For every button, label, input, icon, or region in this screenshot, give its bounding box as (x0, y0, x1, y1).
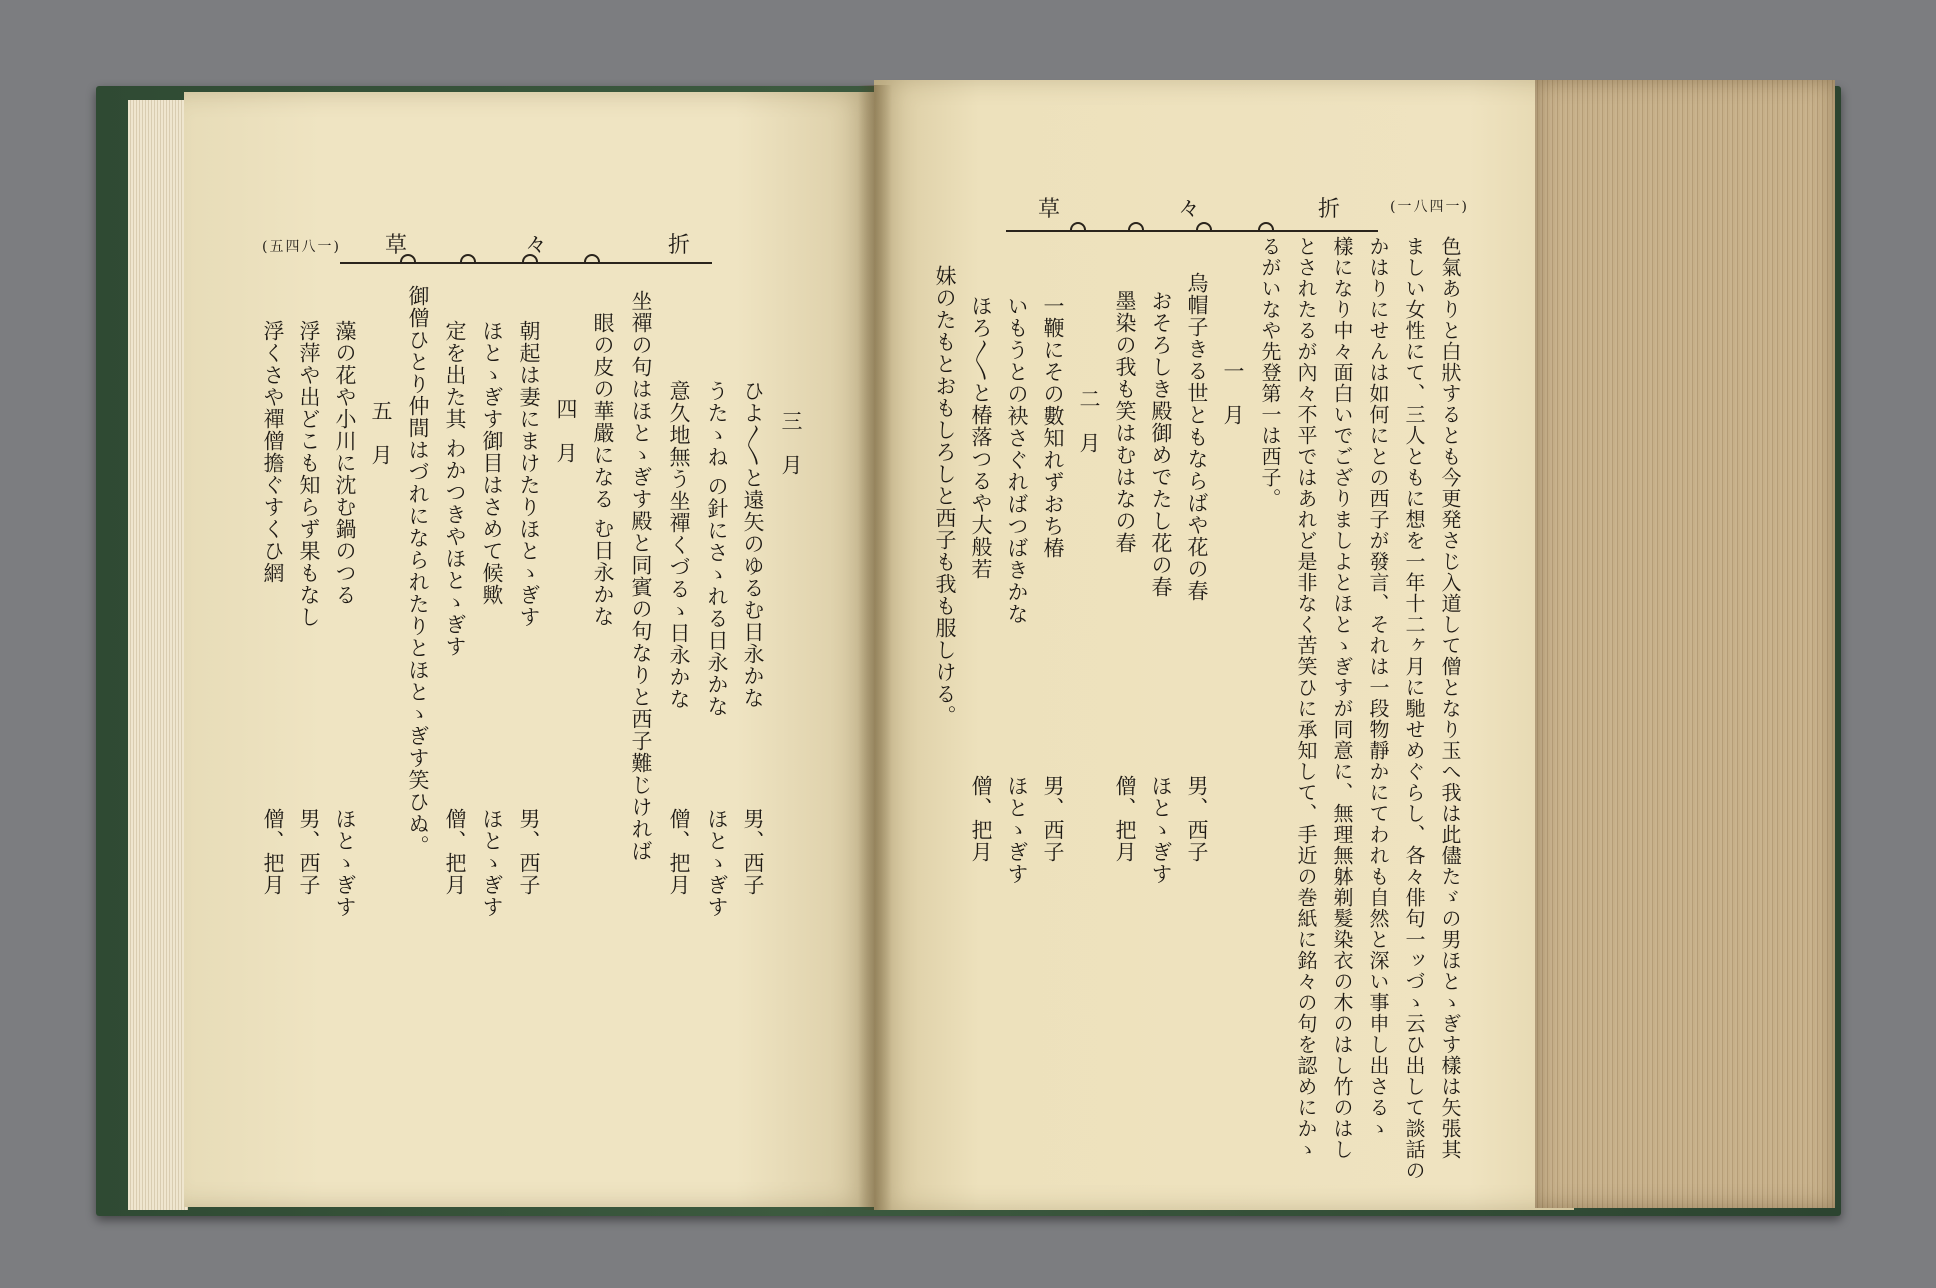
left-month-heading: 三 月 (779, 410, 803, 476)
right-prose-line: るがいなや先登第一は西子。 (1258, 236, 1282, 509)
right-speaker: 男、西子 (1041, 775, 1065, 863)
left-page-number: (五四八一) (262, 239, 341, 255)
left-prose-line: 坐禪の句はほとゝぎす殿と同賓の句なりと西子難じければ (629, 290, 653, 862)
left-prose-line: 御僧ひとり仲間はづれになられたりとほとゝぎす笑ひぬ。 (406, 285, 430, 857)
right-header-char-3: 折 (1318, 197, 1343, 222)
left-verse-line: ひよ〳〵と遠矢のゆるむ日永かな (741, 380, 765, 709)
left-header-char-2: 々 (525, 233, 550, 258)
right-speaker: 僧、把月 (1113, 775, 1137, 863)
right-prose-line: 色氣ありと白狀するとも今更発さじ入道して僧となり玉へ我は此儘たゞの男ほとゝぎす樣は矢張其 (1438, 236, 1462, 1160)
right-prose-line: とされたるが內々不平ではあれど是非なく苦笑ひに承知して、手近の巻紙に銘々の句を認めにかゝ (1294, 236, 1318, 1160)
left-speaker: ほとゝぎす (705, 808, 729, 918)
right-page (874, 80, 1574, 1210)
right-verse-line: 墨染の我も笑はむはなの春 (1113, 290, 1137, 554)
left-verse-line: うたゝね の針にさゝれる日永かな (705, 380, 729, 718)
left-header-rule (340, 262, 712, 264)
right-header-char-2: 々 (1178, 197, 1203, 222)
left-speaker: 僧、把月 (667, 808, 691, 896)
right-verse-line: 烏帽子きる世ともならばや花の春 (1185, 272, 1209, 602)
right-verse-line: ほろ〳〵と椿落つるや大般若 (969, 295, 993, 580)
left-verse-line: 定を出た其 わかつきやほとゝぎす (443, 320, 467, 658)
spine-shadow (858, 85, 892, 1210)
right-verse-line: 一鞭にその數知れずおち椿 (1041, 295, 1065, 559)
left-verse-line: 眼の皮の華嚴になる む日永かな (591, 312, 615, 628)
left-header-char-3: 折 (668, 233, 693, 258)
right-speaker: 僧、把月 (969, 775, 993, 863)
right-header-rule (1006, 230, 1378, 232)
left-verse-line: 藻の花や小川に沈む鍋のつる (333, 320, 357, 606)
right-month-heading: 二 月 (1077, 388, 1101, 454)
left-speaker: 男、西子 (297, 808, 321, 896)
left-header-char-1: 草 (385, 233, 410, 258)
left-verse-line: 意久地無う坐禪くづるゝ日永かな (667, 380, 691, 710)
page-block-edge (1535, 80, 1835, 1208)
right-speaker: ほとゝぎす (1005, 775, 1029, 885)
left-verse-line: 浮萍や出どこも知らず果もなし (297, 320, 321, 628)
right-verse-line: いもうとの袂さぐればつばきかな (1005, 295, 1029, 625)
left-verse-line: 浮くさや禪僧擔ぐすくひ網 (261, 320, 285, 584)
right-month-heading: 一 月 (1221, 360, 1245, 426)
left-month-heading: 四 月 (554, 398, 578, 464)
left-month-heading: 五 月 (369, 400, 393, 466)
left-verse-line: ほとゝぎす御目はさめて候歟 (480, 320, 504, 606)
right-prose-line: 妹のたもとおもしろしと西子も我も服しける。 (933, 265, 957, 727)
left-speaker: 男、西子 (741, 808, 765, 896)
left-speaker: 僧、把月 (261, 808, 285, 896)
right-page-number: (一八四一) (1390, 199, 1469, 215)
right-speaker: ほとゝぎす (1149, 775, 1173, 885)
right-prose-line: ましい女性にて、三人ともに想を一年十二ヶ月に馳せめぐらし、各々俳句一ッづゝ云ひ出して談話の (1402, 236, 1426, 1181)
left-speaker: ほとゝぎす (333, 808, 357, 918)
right-header-char-1: 草 (1038, 197, 1063, 222)
left-page-edges (128, 100, 188, 1210)
left-speaker: 男、西子 (517, 808, 541, 896)
left-speaker: 僧、把月 (443, 808, 467, 896)
right-speaker: 男、西子 (1185, 775, 1209, 863)
right-prose-line: 樣になり中々面白いでござりましよとほとゝぎすが同意に、無理無躰剃髮染衣の木のはし竹のはし (1330, 236, 1354, 1160)
left-verse-line: 朝起は妻にまけたりほとゝぎす (517, 320, 541, 628)
right-verse-line: おそろしき殿御めでたし花の春 (1149, 290, 1173, 598)
left-speaker: ほとゝぎす (480, 808, 504, 918)
right-prose-line: かはりにせんは如何にとの西子が發言、それは一段物靜かにてわれも自然と深い事申し出さるゝ (1366, 236, 1390, 1139)
